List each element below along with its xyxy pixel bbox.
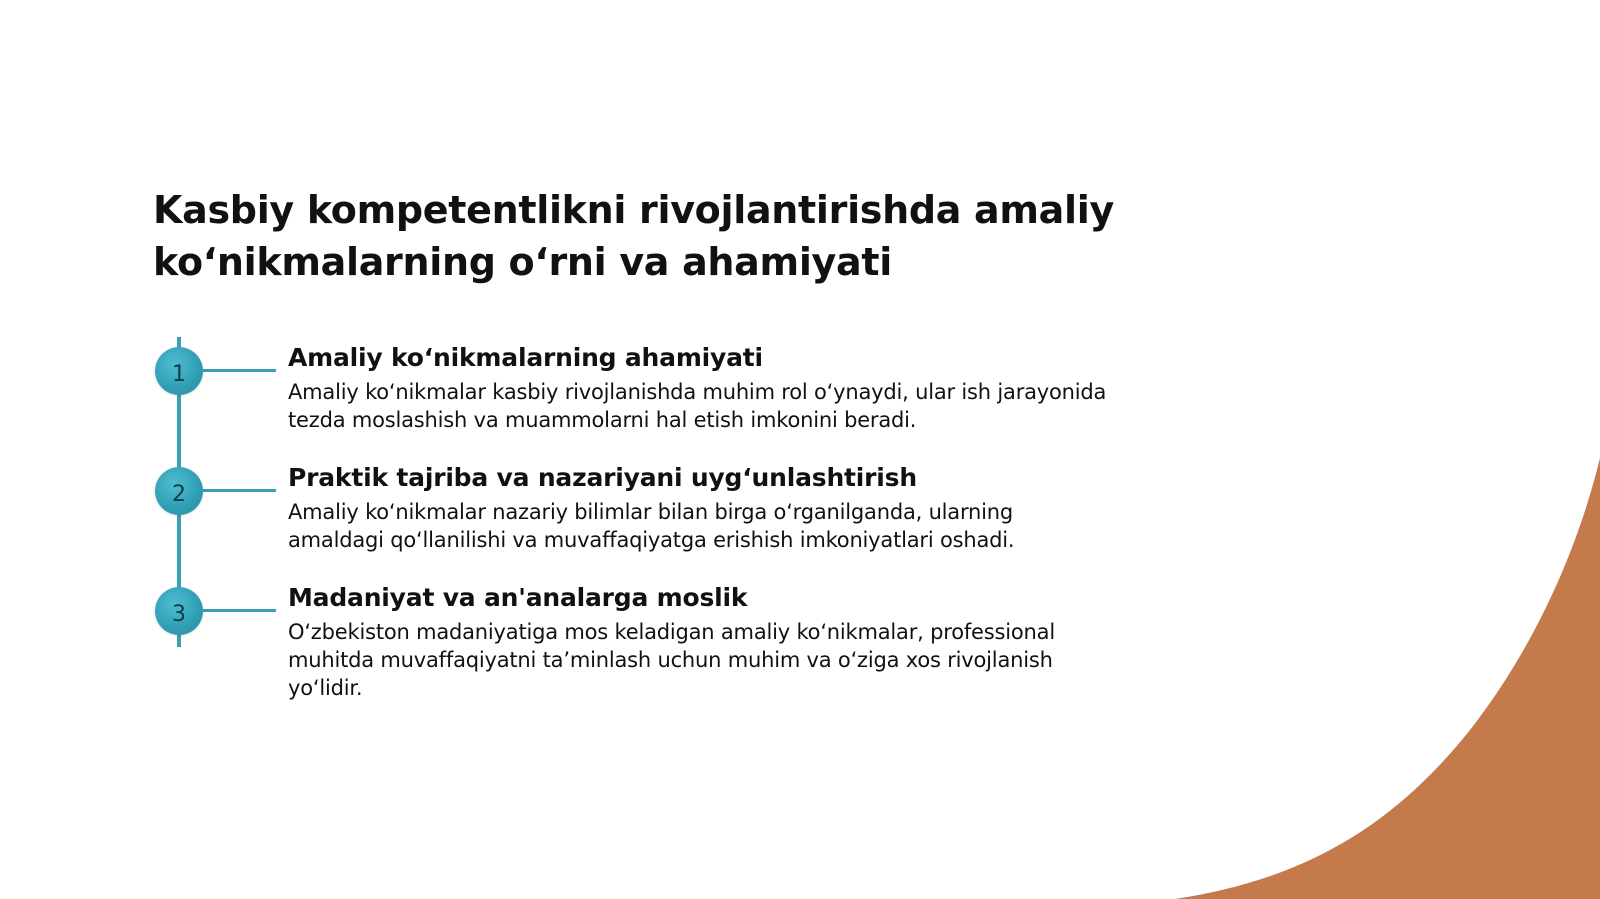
slide-title: Kasbiy kompetentlikni rivojlantirishda amaliy ko‘nikmalarning o‘rni va ahamiyati <box>153 188 1114 284</box>
step-number: 2 <box>172 481 186 507</box>
timeline-connector <box>203 489 276 492</box>
item-description: Amaliy ko‘nikmalar nazariy bilimlar bilan birga o‘rganilganda, ularning amaldagi qo‘llanilishi va muvaffaqiyatga erishish imkoniyatlari oshadi. <box>288 500 1015 552</box>
item-heading: Praktik tajriba va nazariyani uyg‘unlashtirish <box>288 463 917 492</box>
item-description: Amaliy ko‘nikmalar kasbiy rivojlanishda muhim rol o‘ynaydi, ular ish jarayonida tezda moslashish va muammolarni hal etish imkonini beradi. <box>288 380 1107 432</box>
timeline-connector <box>203 369 276 372</box>
item-heading: Amaliy ko‘nikmalarning ahamiyati <box>288 343 763 372</box>
item-heading: Madaniyat va an'analarga moslik <box>288 583 748 612</box>
step-number-badge <box>155 347 203 395</box>
step-number: 3 <box>172 601 186 627</box>
step-number-badge <box>155 467 203 515</box>
timeline-connector <box>203 609 276 612</box>
step-number: 1 <box>172 361 186 387</box>
step-number-badge <box>155 587 203 635</box>
item-description: O‘zbekiston madaniyatiga mos keladigan amaliy ko‘nikmalar, professional muhitda muvaffaqiyatni ta’minlash uchun muhim va o‘ziga xos rivojlanish yo‘lidir. <box>288 620 1055 700</box>
